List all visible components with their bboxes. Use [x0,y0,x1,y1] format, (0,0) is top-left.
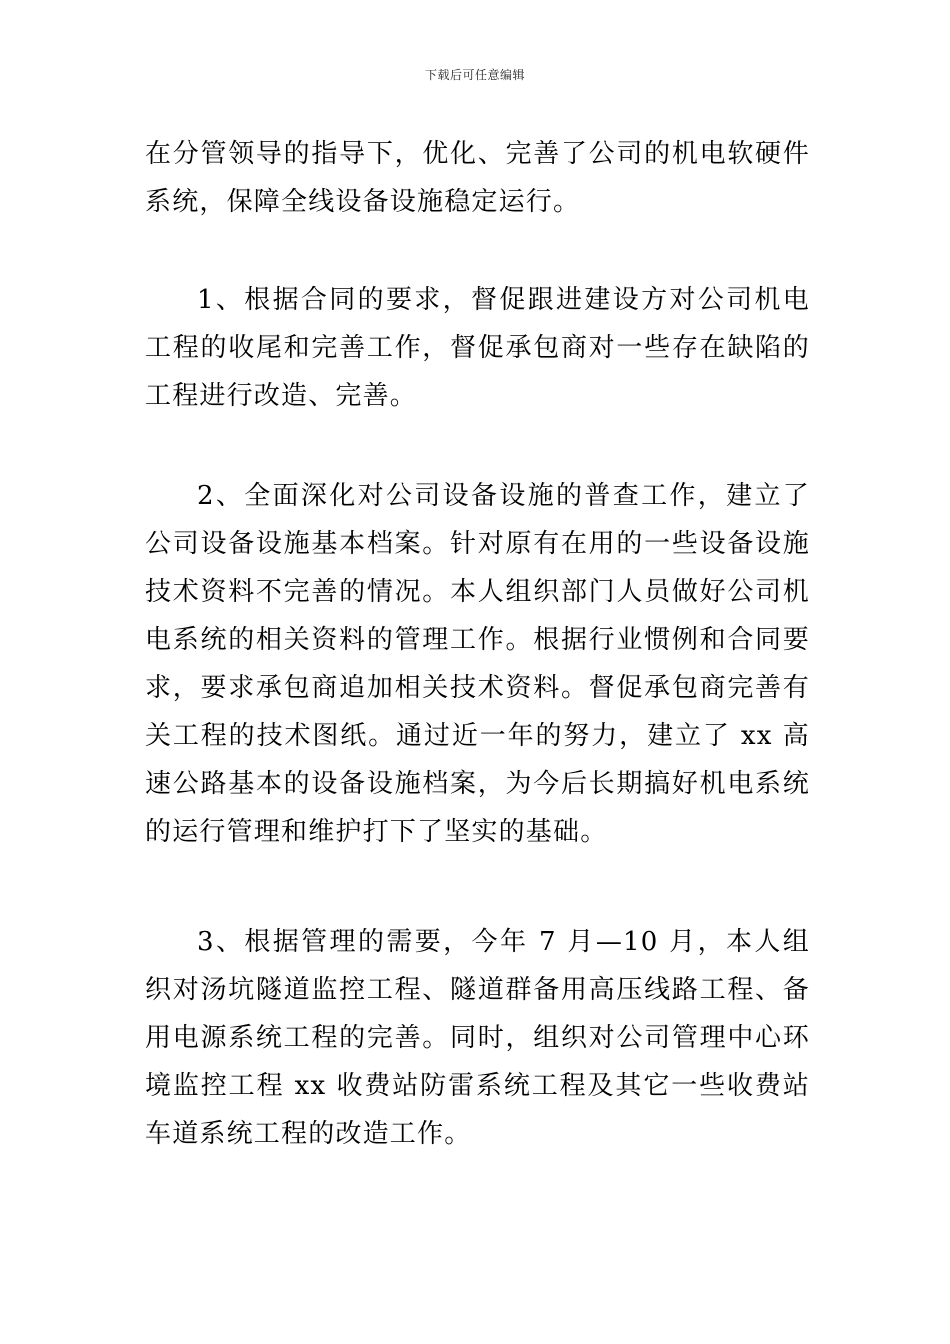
paragraph-text: 3、根据管理的需要，今年 7 月—10 月，本人组织对汤坑隧道监控工程、隧道群备用高压线路工程、备用电源系统工程的完善。同时，组织对公司管理中心环境监控工程 xx 收费站防雷系统工程及其它一些收费站车道系统工程的改造工作。 [145,927,810,1149]
paragraph-text: 在分管领导的指导下，优化、完善了公司的机电软硬件系统，保障全线设备设施稳定运行。 [145,139,810,217]
document-paragraph-intro [145,130,810,226]
paragraph-text: 2、全面深化对公司设备设施的普查工作，建立了公司设备设施基本档案。针对原有在用的一些设备设施技术资料不完善的情况。本人组织部门人员做好公司机电系统的相关资料的管理工作。根据行业惯例和合同要求，要求承包商追加相关技术资料。督促承包商完善有关工程的技术图纸。通过近一年的努力，建立了 xx 高速公路基本的设备设施档案，为今后长期搞好机电系统的运行管理和维护打下了坚实的基础。 [145,481,810,847]
document-paragraph-item-3 [145,918,810,1158]
document-paragraph-item-2 [145,472,810,856]
document-paragraph-item-1 [145,276,810,420]
paragraph-text: 1、根据合同的要求，督促跟进建设方对公司机电工程的收尾和完善工作，督促承包商对一些存在缺陷的工程进行改造、完善。 [145,285,810,411]
page-header-note: 下载后可任意编辑 [424,68,525,82]
